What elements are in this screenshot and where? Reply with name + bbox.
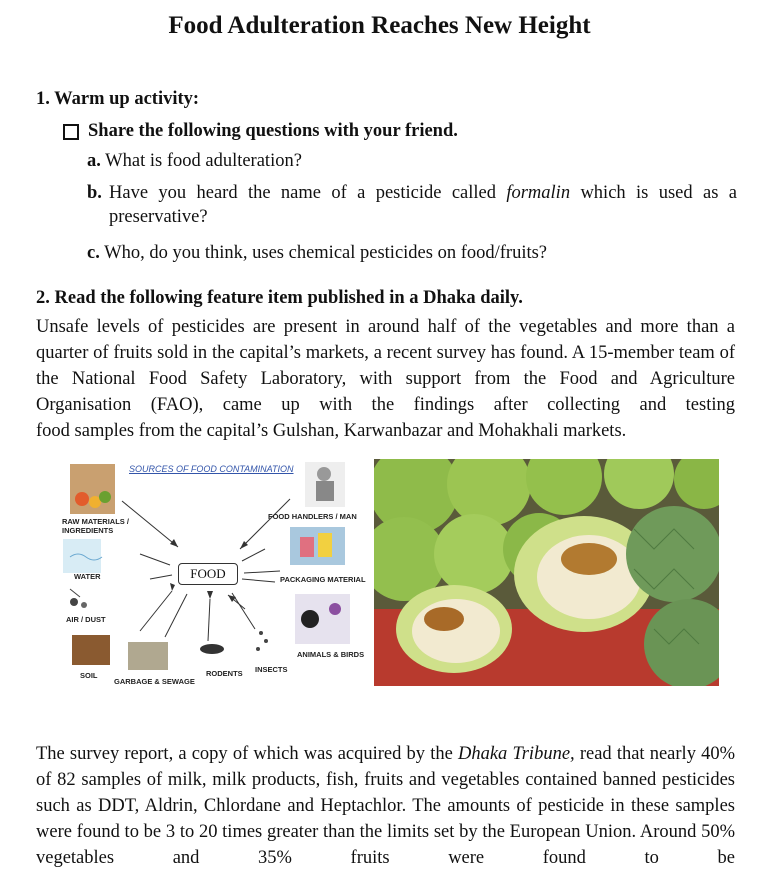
soil-image: [72, 635, 110, 665]
label-food-handlers: FOOD HANDLERS / MAN: [268, 512, 357, 521]
question-c: [87, 241, 737, 265]
question-text: which is used as a preservative?: [109, 183, 737, 227]
label-packaging: PACKAGING MATERIAL: [280, 575, 366, 584]
paragraph-text: read that nearly 40% of 82 samples of milk, milk products, fish, fruits and vegetables contained banned pesticides such as DDT, Aldrin, Chlordane and Heptachlor. The amounts of pesticide in these samples were found to be 3 to 20 times greater than the limits set by the European Union. Around 50% vegetables and 35% fruits were found to be: [36, 744, 736, 868]
section-2-paragraph: [36, 314, 735, 444]
label-air-dust: AIR / DUST: [66, 615, 106, 624]
fruit-photo-art: [374, 459, 719, 686]
label-soil: SOIL: [80, 671, 98, 680]
label-rodents: RODENTS: [206, 669, 243, 678]
label-insects: INSECTS: [255, 665, 288, 674]
question-b: [109, 181, 737, 229]
diagram-center: FOOD: [178, 563, 238, 585]
paragraph-last-line: food samples from the capital’s Gulshan, Karwanbazar and Mohakhali markets.: [36, 421, 627, 441]
fruit-photo: [374, 459, 719, 686]
packaging-image: [290, 527, 345, 565]
question-text: Who, do you think, uses chemical pesticides on food/fruits?: [104, 243, 548, 263]
garbage-image: [128, 642, 168, 670]
section-3-paragraph: [36, 741, 735, 871]
insects-icon: [256, 631, 268, 651]
question-emphasis: formalin: [506, 183, 571, 203]
newspaper-name: Dhaka Tribune,: [457, 744, 575, 764]
label-raw-materials: RAW MATERIALS / INGREDIENTS: [62, 517, 129, 535]
water-image: [63, 539, 101, 573]
instruction-text: Share the following questions with your friend.: [88, 121, 458, 141]
paragraph-text: Unsafe levels of pesticides are present in around half of the vegetables and more than a quarter of fruits sold in the capital’s markets, a recent survey has found. A 15-member team of the National Food Safety Laboratory, with support from the Food and Agriculture Organisation (FAO), came up with the findings after collecting and testing: [36, 317, 735, 415]
checkbox-icon: [63, 124, 79, 140]
question-label: a.: [87, 151, 101, 171]
question-text: Have you heard the name of a pesticide called: [109, 183, 507, 203]
section-1-heading: 1. Warm up activity:: [36, 89, 200, 109]
question-text: What is food adulteration?: [105, 151, 302, 171]
instruction: [63, 121, 458, 142]
label-garbage: GARBAGE & SEWAGE: [114, 677, 195, 686]
air-dust-icon: [70, 589, 87, 608]
diagram-title: SOURCES OF FOOD CONTAMINATION: [129, 464, 294, 474]
question-label: c.: [87, 243, 100, 263]
question-label: b.: [87, 183, 102, 203]
question-b-label: [87, 181, 109, 205]
section-2-heading: 2. Read the following feature item published in a Dhaka daily.: [36, 288, 523, 308]
rodent-icon: [200, 644, 224, 654]
question-a: [87, 149, 737, 173]
paragraph-text: The survey report, a copy of which was acquired by the: [36, 744, 458, 764]
label-animals: ANIMALS & BIRDS: [297, 650, 365, 659]
label-water: WATER: [74, 572, 101, 581]
contamination-diagram: [60, 459, 370, 691]
page-title: Food Adulteration Reaches New Height: [168, 12, 591, 39]
